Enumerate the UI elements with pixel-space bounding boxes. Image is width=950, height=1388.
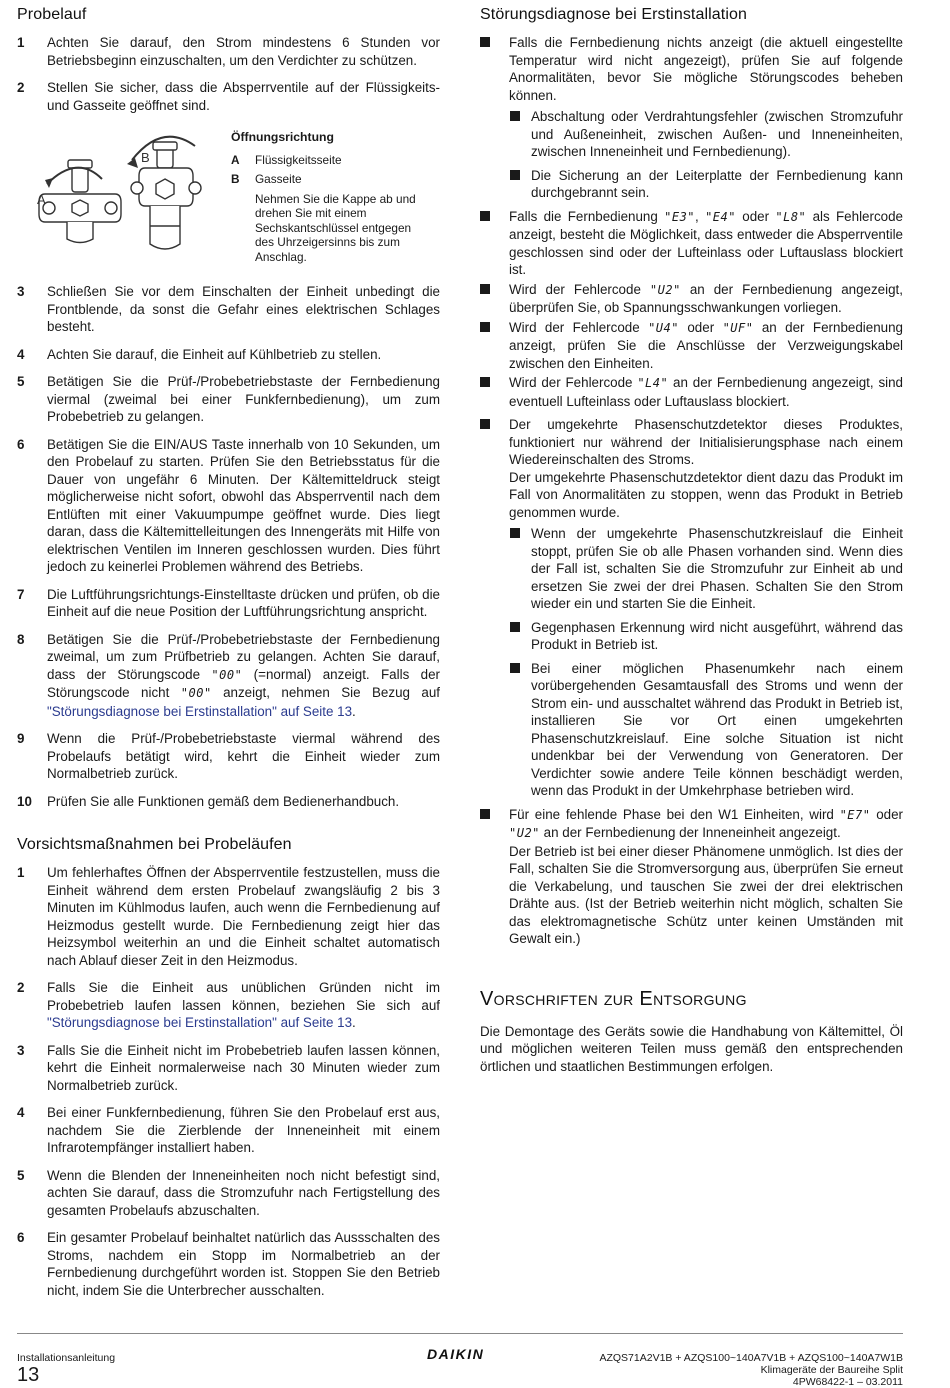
diagnose-bullet-6: [480, 416, 903, 521]
bullet-square-icon: [510, 170, 520, 180]
footer-series-line: Klimageräte der Baureihe Split: [760, 1364, 903, 1376]
item-number: 4: [17, 1105, 25, 1120]
vorsicht-item-2: [17, 979, 440, 1032]
text-span: oder: [735, 208, 776, 224]
text-span: Für eine fehlende Phase bei den W1 Einheiten, wird: [509, 806, 840, 822]
item-number: 3: [17, 284, 25, 299]
text-span: .: [352, 1015, 356, 1030]
legend-row-b: [231, 172, 425, 187]
cross-reference-link[interactable]: "Störungsdiagnose bei Erstinstallation" auf Seite 13: [47, 1015, 353, 1030]
footer-doc-type: Installationsanleitung: [17, 1352, 116, 1364]
diagnose-bullet-4: [480, 319, 903, 373]
item-number: 5: [17, 374, 25, 389]
item-text: Stellen Sie sicher, dass die Absperrventile auf der Flüssigkeits- und Gasseite geöffnet sind.: [47, 80, 440, 113]
item-text: Achten Sie darauf, den Strom mindestens 6 Stunden vor Betriebsbeginn einzuschalten, um den Verdichter zu schützen.: [47, 35, 440, 68]
error-code: "U2": [509, 826, 540, 840]
right-column: [480, 0, 903, 1075]
diagnose-bullet-2: [480, 208, 903, 279]
text-span: als Fehlercode anzeigt, besteht die Möglichkeit, dass entweder die Absperrventile geschlossen sind oder der Lufteinlass oder Luftauslass blockiert ist.: [509, 208, 903, 277]
bullet-text: [509, 416, 903, 521]
probelauf-item-9: [17, 730, 440, 783]
bullet-square-icon: [510, 622, 520, 632]
probelauf-item-7: [17, 586, 440, 621]
valve-figure: [17, 124, 440, 269]
page-number: 13: [17, 1364, 40, 1386]
item-number: 6: [17, 436, 25, 452]
text-span: Falls die Fernbedienung: [509, 208, 665, 224]
text-span: .: [352, 703, 356, 719]
bullet-square-icon: [480, 377, 490, 387]
legend-title: Öffnungsrichtung: [231, 130, 334, 144]
bullet-square-icon: [480, 322, 490, 332]
error-code: "U4": [648, 320, 679, 335]
footer-model-line: AZQS71A2V1B + AZQS100~140A7V1B + AZQS100~140A7W1B: [599, 1352, 903, 1364]
item-text: Betätigen Sie die EIN/AUS Taste innerhalb von 10 Sekunden, um den Probelauf zu starten. Prüfen Sie den Betriebsstatus für die Dauer von ungefähr 6 Minuten. Der Kältemitteldruck steigt möglicherweise nicht sofort, obwohl das Absperrventil nach dem Entlüften mit einer Vakuumpumpe geöffnet wurde. Dies liegt daran, dass die Kältemittelleitungen des Innengeräts mit Hilfe von elektrischen Ventilen im Inneren geschlossen wurden. Dies führt jedoch zu keinerlei Problemen während des Betriebs.: [47, 436, 440, 574]
sub-bullet-text: Gegenphasen Erkennung wird nicht ausgeführt, während das Produkt in Betrieb ist.: [531, 619, 903, 652]
text-span: Wird der Fehlercode: [509, 375, 638, 390]
item-text: Die Luftführungsrichtungs-Einstelltaste drücken und prüfen, ob die Einheit auf die neue Position der Luftführungsrichtung anspricht.: [47, 586, 440, 619]
bullet-square-icon: [480, 284, 490, 294]
bullet-square-icon: [510, 528, 520, 538]
bullet-text: [509, 806, 903, 948]
sub-bullet: [510, 525, 903, 613]
sub-bullet: [510, 108, 903, 161]
page-footer: [17, 1333, 903, 1388]
error-code: "00": [180, 686, 212, 700]
bullet-paragraph: Der umgekehrte Phasenschutzdetektor dient dazu das Produkt im Fall von Anormalitäten zu stoppen, wenn das Produkt in Betrieb genommen wurde.: [509, 469, 903, 520]
valve-legend: [231, 124, 425, 269]
bullet-text: [509, 319, 903, 373]
valve-b-label: B: [141, 150, 150, 165]
legend-text-a: Flüssigkeitsseite: [255, 152, 342, 167]
item-number: 1: [17, 35, 25, 50]
legend-row-a: [231, 153, 425, 168]
bullet-paragraph: Der Betrieb ist bei einer dieser Phänomene unmöglich. Ist dies der Fall, schalten Sie die Stromversorgung aus, überprüfen Sie erneut die Verkabelung, und tauschen Sie zwei der drei elektrischen Drähte aus. (Ist der Betrieb weiterhin nicht möglich, schalten Sie das elektromagnetische Schütz unter keinen Umständen mit Gewalt ein.): [509, 843, 903, 946]
probelauf-item-10: [17, 793, 440, 811]
diagnose-title: Störungsdiagnose bei Erstinstallation: [480, 6, 747, 23]
sub-bullet: [510, 619, 903, 654]
sub-bullet-text: Die Sicherung an der Leiterplatte der Fernbedienung kann durchgebrannt sein.: [531, 167, 903, 200]
vorsicht-item-1: [17, 864, 440, 969]
text-span: ,: [695, 208, 706, 224]
item-number: 4: [17, 346, 25, 362]
item-text: Schließen Sie vor dem Einschalten der Einheit unbedingt die Frontblende, da sonst die Gefahr eines elektrischen Schlages besteht.: [47, 284, 440, 334]
error-code: "00": [211, 667, 243, 682]
vorsicht-item-5: [17, 1167, 440, 1220]
item-number: 6: [17, 1230, 25, 1245]
legend-key-a: A: [231, 152, 240, 167]
text-span: oder: [870, 806, 903, 822]
legend-text-b: Gasseite: [255, 172, 302, 186]
bullet-text: Falls die Fernbedienung nichts anzeigt (die aktuell eingestellte Temperatur wird nicht angezeigt), prüfen Sie auf folgende Anormalitäten, bevor Sie mögliche Störungscodes beheben können.: [509, 35, 903, 103]
probelauf-item-5: [17, 373, 440, 426]
item-text: Bei einer Funkfernbedienung, führen Sie den Probelauf erst aus, nachdem Sie die Zierblende der Inneneinheit mit einem Infrarotempfänger installiert haben.: [47, 1105, 440, 1155]
entsorgung-title: Vorschriften zur Entsorgung: [480, 987, 747, 1010]
bullet-paragraph: Der umgekehrte Phasenschutzdetektor dieses Produktes, funktioniert nur während der Initialisierungsphase nach einem Wiedereinschalten des Stroms.: [509, 417, 903, 467]
diagnose-bullet-5: [480, 374, 903, 410]
probelauf-item-6: [17, 436, 440, 576]
bullet-text: [509, 374, 903, 410]
text-span: an der Fernbedienung angezeigt, überprüfen Sie, ob Spannungsschwankungen vorliegen.: [509, 281, 903, 315]
bullet-paragraph: [509, 806, 903, 843]
vorsicht-title: Vorsichtsmaßnahmen bei Probeläufen: [17, 836, 292, 853]
vorsicht-item-6: [17, 1229, 440, 1299]
footer-model-info: [599, 1352, 903, 1388]
sub-bullet-text: Wenn der umgekehrte Phasenschutzkreislauf die Einheit stoppt, prüfen Sie ob alle Phasen vorhanden sind. Wenn dies der Fall ist, schalten Sie die Stromzufuhr zur Einheit ab und ersetzen Sie zwei der drei Phasen. Schalten Sie den Strom wieder ein und starten Sie die Einheit.: [531, 526, 903, 611]
text-span: anzeigt, nehmen Sie Bezug auf: [211, 685, 440, 700]
item-number: 5: [17, 1167, 25, 1183]
item-text: [47, 979, 440, 1032]
text-span: Betätigen Sie die Prüf-/Probebetriebstaste der Fernbedienung zweimal, um zum Prüfbetrieb zu gelangen. Achten Sie darauf, dass der Störungscode: [47, 631, 440, 682]
probelauf-item-8: [17, 631, 440, 721]
sub-bullet: [510, 167, 903, 202]
item-text: [47, 631, 440, 721]
item-number: 7: [17, 586, 25, 602]
text-span: Wird der Fehlercode: [509, 319, 649, 335]
bullet-square-icon: [510, 111, 520, 121]
item-number: 1: [17, 865, 25, 880]
error-code: "L4": [637, 376, 669, 390]
item-number: 2: [17, 980, 25, 995]
text-span: an der Fernbedienung anzeigt, prüfen Sie die Anschlüsse der Verzweigungskabel zwischen den Einheiten.: [509, 319, 903, 371]
diagnose-subbullets-1: [510, 108, 903, 202]
error-code: "E3": [664, 209, 696, 224]
item-number: 10: [17, 793, 32, 809]
bullet-square-icon: [480, 419, 490, 429]
bullet-square-icon: [480, 211, 490, 221]
footer-doc-id: 4PW68422-1 – 03.2011: [792, 1376, 903, 1388]
bullet-square-icon: [480, 809, 490, 819]
probelauf-title: Probelauf: [17, 6, 87, 23]
sub-bullet-text: Bei einer möglichen Phasenumkehr nach einem vorübergehenden Gesamtausfall des Stroms und wenn der Strom ein- und ausschaltet während das Produkt in Betrieb ist, installieren Sie vor Ort einen umgekehrten Phasenschutzkreislauf. Eine solche Situation ist nicht undenkbar bei der Verwendung von Generatoren. Der Verdichter sowie andere Teile können beschädigt werden, wenn das Produkt in der Umkehrphase betrieben wird.: [531, 660, 903, 798]
legend-note: Nehmen Sie die Kappe ab und drehen Sie mit einem Sechskantschlüssel entgegen des Uhrzeigersinns bis zum Anschlag.: [255, 191, 416, 264]
valve-a-label: A: [37, 192, 46, 207]
item-text: Betätigen Sie die Prüf-/Probebetriebstaste der Fernbedienung viermal (zweimal bei einer Funkfernbedienung), um zum Probebetrieb zu gelangen.: [47, 374, 440, 424]
item-text: Wenn die Prüf-/Probebetriebstaste viermal während des Probelaufs betätigt wird, kehrt die Einheit wieder zum Normalbetrieb zurück.: [47, 731, 440, 781]
bullet-text: [509, 208, 903, 279]
error-code: "E7": [839, 807, 871, 822]
diagnose-subbullets-6: [510, 525, 903, 800]
text-span: (=normal) anzeigt. Falls der Störungscode nicht: [47, 666, 441, 700]
text-span: Wird der Fehlercode: [509, 281, 650, 297]
error-code: "U2": [649, 282, 681, 297]
left-column: [17, 0, 440, 1309]
bullet-square-icon: [480, 37, 490, 47]
vorsicht-item-3: [17, 1042, 440, 1095]
error-code: "E4": [705, 209, 736, 224]
text-span: Falls Sie die Einheit aus unüblichen Gründen nicht im Probebetrieb laufen lassen können, beziehen Sie sich auf: [47, 980, 440, 1013]
probelauf-item-3: [17, 283, 440, 336]
vorsicht-list: [17, 1042, 440, 1300]
cross-reference-link[interactable]: "Störungsdiagnose bei Erstinstallation" auf Seite 13: [47, 703, 353, 719]
text-span: an der Fernbedienung der Inneneinheit angezeigt.: [539, 825, 841, 840]
probelauf-list-2: [17, 283, 440, 621]
item-number: 9: [17, 731, 25, 746]
sub-bullet-text: Abschaltung oder Verdrahtungsfehler (zwischen Stromzufuhr und Außeneinheit, zwischen Außen- und Inneneinheiten, zwischen Inneneinheit und Fernbedienung).: [531, 109, 903, 159]
item-text: Achten Sie darauf, die Einheit auf Kühlbetrieb zu stellen.: [47, 346, 382, 362]
item-text: Ein gesamter Probelauf beinhaltet natürlich das Aussschalten des Stroms, nachdem ein Stopp im Normalbetrieb an der Fernbedienung durchgeführt worden ist. Stoppen Sie den Betrieb nicht, indem Sie die Unterbrecher ausschalten.: [47, 1230, 440, 1298]
diagnose-bullet-1: [480, 34, 903, 104]
bullet-square-icon: [510, 663, 520, 673]
sub-bullet: [510, 660, 903, 800]
item-number: 3: [17, 1042, 25, 1058]
vorsicht-item-4: [17, 1104, 440, 1157]
probelauf-list-3: [17, 730, 440, 810]
valve-illustration: [17, 124, 217, 269]
text-span: an der Fernbedienung angezeigt, sind eventuell Lufteinlass oder Luftauslass blockiert.: [509, 375, 904, 409]
item-text: Um fehlerhaftes Öffnen der Absperrventile festzustellen, muss die Einheit während dem ersten Probelauf zwangsläufig 2 bis 3 Minuten im Kühlmodus laufen, auch wenn die Fernbedienung auf Heizmodus gestellt wurde. Die Fernbedienung zeigt hier das Heizsymbol weiterhin an und die Einheit schaltet automatisch nach Ablauf dieser Zeit in den Heizmodus.: [47, 865, 440, 968]
item-text: Wenn die Blenden der Inneneinheiten noch nicht befestigt sind, achten Sie darauf, dass die Stromzufuhr nach Fertigstellung des gesamten Probelaufs abzuschalten.: [47, 1167, 440, 1218]
probelauf-item-1: [17, 34, 440, 69]
probelauf-list-1: [17, 34, 440, 114]
daikin-logo: DAIKIN: [427, 1346, 485, 1362]
error-code: "L8": [775, 209, 807, 224]
item-number: 2: [17, 80, 25, 95]
diagnose-bullet-7: [480, 806, 903, 948]
text-span: oder: [678, 319, 723, 335]
diagnose-bullet-3: [480, 281, 903, 317]
item-number: 8: [17, 631, 25, 647]
item-text: Falls Sie die Einheit nicht im Probebetrieb laufen lassen können, kehrt die Einheit normalerweise nach 30 Minuten wieder zum Normalbetrieb zurück.: [47, 1042, 440, 1093]
probelauf-item-2: [17, 79, 440, 114]
bullet-text: [509, 281, 903, 317]
item-text: Prüfen Sie alle Funktionen gemäß dem Bedienerhandbuch.: [47, 793, 400, 809]
probelauf-item-4: [17, 346, 440, 364]
legend-key-b: B: [231, 172, 240, 186]
entsorgung-text: Die Demontage des Geräts sowie die Handhabung von Kältemittel, Öl und möglichen weiteren Teilen muss gemäß den entsprechenden örtlichen und staatlichen Bestimmungen erfolgen.: [480, 1023, 903, 1074]
error-code: "UF": [722, 320, 754, 335]
